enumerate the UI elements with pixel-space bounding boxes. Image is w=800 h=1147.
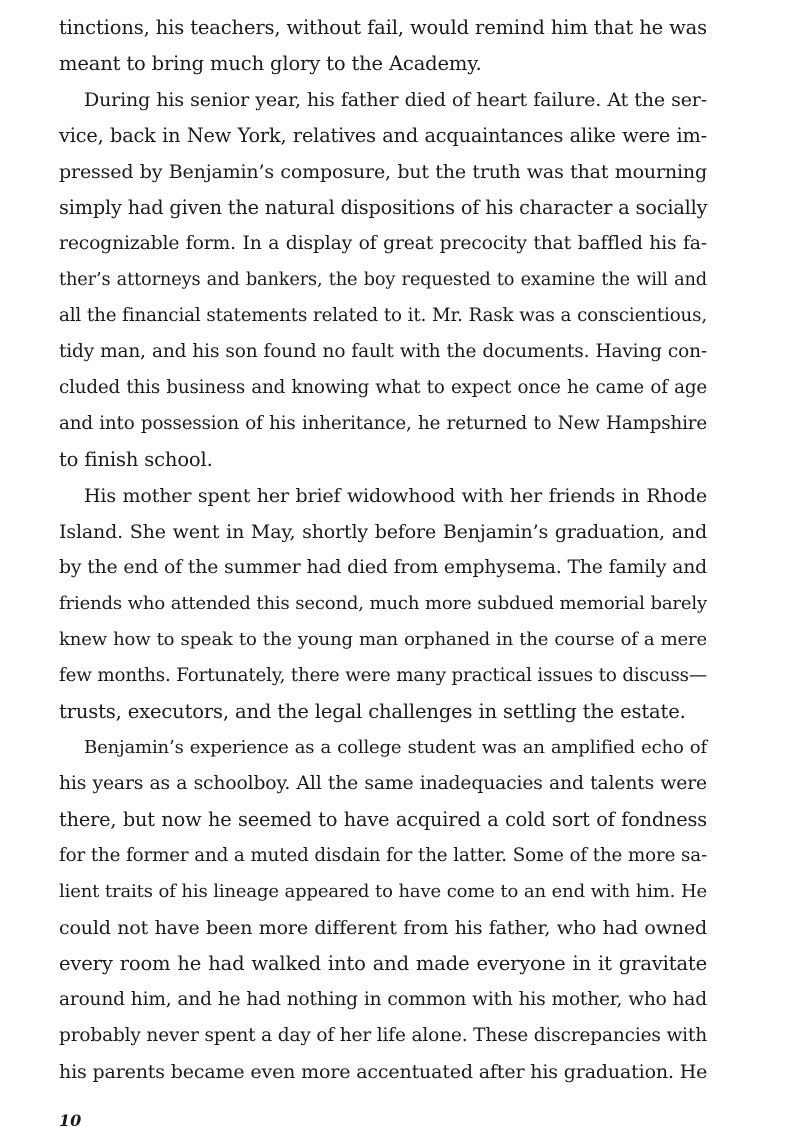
text-line: recognizable form. In a display of great precocity that baffled his fa- — [59, 233, 707, 254]
body-text — [59, 10, 707, 1090]
text-line: knew how to speak to the young man orphaned in the course of a mere — [59, 629, 707, 650]
text-line: few months. Fortunately, there were many practical issues to discuss— — [59, 665, 707, 686]
text-line: could not have been more different from his father, who had owned — [59, 917, 707, 939]
text-line: cluded this business and knowing what to expect once he came of age — [59, 377, 707, 398]
text-line: Island. She went in May, shortly before Benjamin’s graduation, and — [59, 521, 707, 543]
text-line: Benjamin’s experience as a college student was an amplified echo of — [84, 737, 707, 758]
text-line: meant to bring much glory to the Academy. — [59, 52, 482, 75]
paragraph — [59, 10, 707, 82]
text-line: lient traits of his lineage appeared to have come to an end with him. He — [59, 881, 707, 902]
book-page — [59, 10, 707, 1137]
text-line: ther’s attorneys and bankers, the boy requested to examine the will and — [59, 270, 707, 290]
text-line: by the end of the summer had died from emphysema. The family and — [59, 557, 707, 578]
text-line: simply had given the natural dispositions of his character a socially — [59, 196, 708, 219]
text-line: trusts, executors, and the legal challenges in settling the estate. — [59, 700, 686, 723]
paragraph — [59, 730, 707, 1090]
text-line: his years as a schoolboy. All the same inadequacies and talents were — [59, 773, 707, 794]
text-line: to finish school. — [59, 448, 213, 471]
text-line: all the financial statements related to it. Mr. Rask was a conscientious, — [59, 305, 707, 326]
text-line: During his senior year, his father died of heart failure. At the ser- — [84, 89, 707, 111]
text-line: tinctions, his teachers, without fail, would remind him that he was — [59, 16, 707, 39]
paragraph — [59, 82, 707, 478]
text-line: tidy man, and his son found no fault with the documents. Having con- — [59, 341, 707, 362]
text-line: His mother spent her brief widowhood with her friends in Rhode — [84, 485, 707, 507]
text-line: every room he had walked into and made everyone in it gravitate — [59, 952, 707, 975]
text-line: vice, back in New York, relatives and acquaintances alike were im- — [59, 124, 707, 147]
paragraph — [59, 478, 707, 730]
text-line: probably never spent a day of her life alone. These discrepancies with — [59, 1025, 707, 1046]
text-line: around him, and he had nothing in common with his mother, who had — [59, 989, 707, 1010]
page-number: 10 — [59, 1111, 82, 1130]
text-line: for the former and a muted disdain for the latter. Some of the more sa- — [59, 845, 707, 866]
text-line: pressed by Benjamin’s composure, but the truth was that mourning — [59, 161, 707, 183]
text-line: there, but now he seemed to have acquired a cold sort of fondness — [59, 808, 707, 831]
text-line: his parents became even more accentuated after his graduation. He — [59, 1061, 708, 1083]
text-line: and into possession of his inheritance, he returned to New Hampshire — [59, 413, 707, 434]
text-line: friends who attended this second, much more subdued memorial barely — [59, 593, 707, 614]
